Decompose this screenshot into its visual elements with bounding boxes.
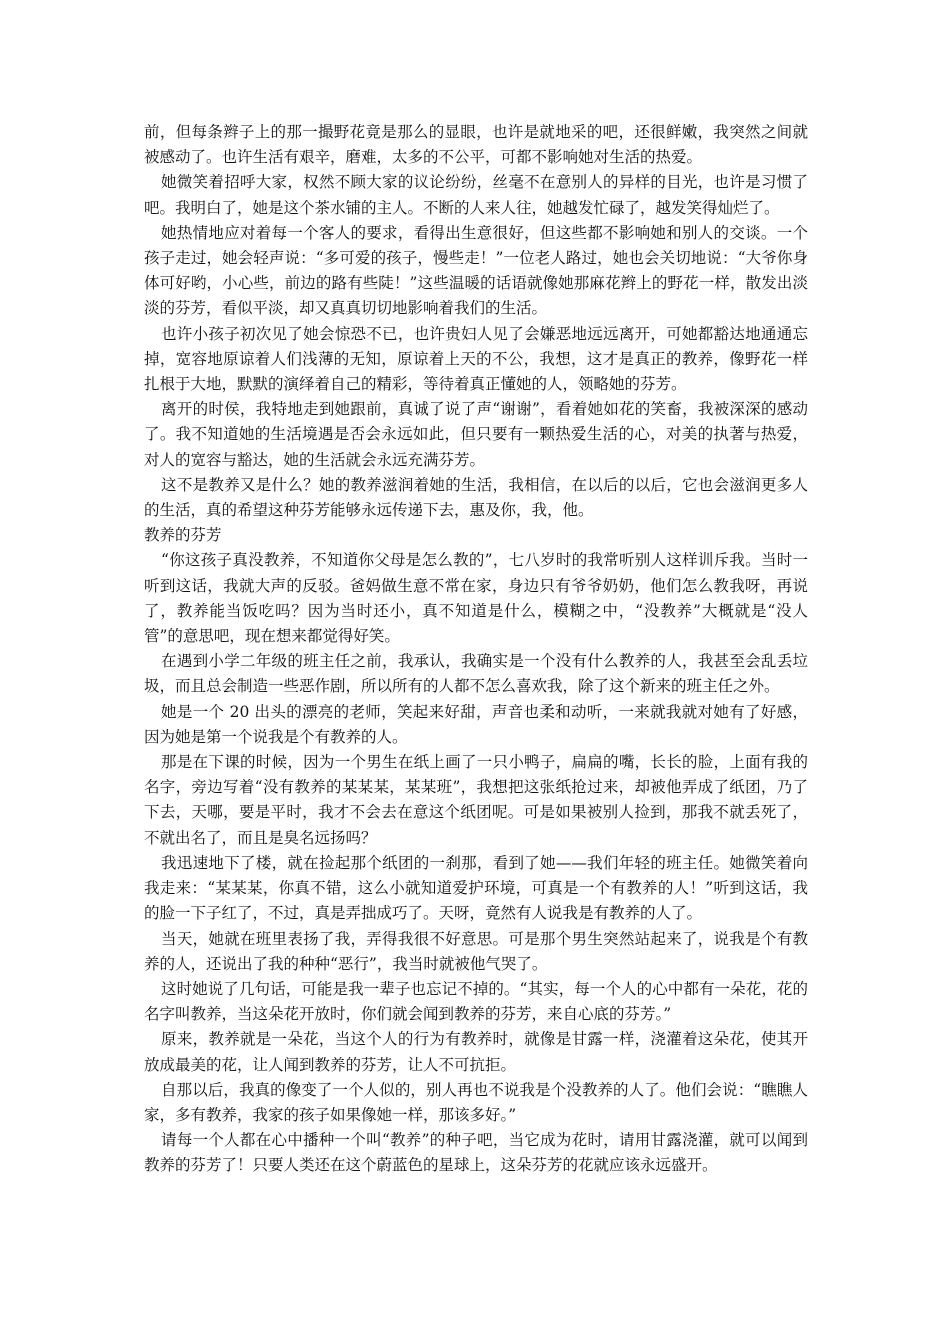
paragraph: 原来，教养就是一朵花，当这个人的行为有教养时，就像是甘露一样，浇灌着这朵花，使其开放成最美的花，让人闻到教养的芬芳，让人不可抗拒。 <box>144 1030 808 1074</box>
paragraph: 离开的时侯，我特地走到她跟前，真诚了说了声“谢谢”，看着她如花的笑畜，我被深深的感动了。我不知道她的生活境遇是否会永远如此，但只要有一颗热爱生活的心，对美的执著与热爱，对人的宽容与豁达，她的生活就会永远充满芬芳。 <box>144 400 808 469</box>
paragraph: “你这孩子真没教养，不知道你父母是怎么教的”，七八岁时的我常听别人这样训斥我。当时一听到这话，我就大声的反驳。爸妈做生意不常在家，身边只有爷爷奶奶，他们怎么教我呀，再说了，教养能当饭吃吗？因为当时还小，真不知道是什么，模糊之中，“没教养”大概就是“没人管”的意思吧，现在想来都觉得好笑。 <box>144 551 808 646</box>
paragraph: 前，但每条辫子上的那一撮野花竟是那么的显眼，也许是就地采的吧，还很鲜嫩，我突然之间就被感动了。也许生活有艰辛，磨难，太多的不公平，可都不影响她对生活的热爱。 <box>144 123 808 167</box>
paragraph: 当天，她就在班里表扬了我，弄得我很不好意思。可是那个男生突然站起来了，说我是个有教养的人，还说出了我的种种“恶行”，我当时就被他气哭了。 <box>144 929 808 973</box>
paragraph: 在遇到小学二年级的班主任之前，我承认，我确实是一个没有什么教养的人，我甚至会乱丢垃圾，而且总会制造一些恶作剧，所以所有的人都不怎么喜欢我，除了这个新来的班主任之外。 <box>144 652 808 696</box>
document-body <box>144 120 808 1179</box>
paragraph: 她热情地应对着每一个客人的要求，看得出生意很好，但这些都不影响她和别人的交谈。一个孩子走过，她会轻声说：“多可爱的孩子，慢些走！”一位老人路过，她也会关切地说：“大爷你身体可好哟，小心些，前边的路有些陡！”这些温暖的话语就像她那麻花辫上的野花一样，散发出淡淡的芬芳，看似平淡，却又真真切切地影响着我们的生活。 <box>144 223 808 318</box>
paragraph: 也许小孩子初次见了她会惊恐不已，也许贵妇人见了会嫌恶地远远离开，可她都豁达地通通忘掉，宽容地原谅着人们浅薄的无知，原谅着上天的不公，我想，这才是真正的教养，像野花一样扎根于大地，默默的演绎着自己的精彩，等待着真正懂她的人，领略她的芬芳。 <box>144 324 808 394</box>
article-title: 教养的芬芳 <box>144 526 222 545</box>
paragraph: 这时她说了几句话，可能是我一辈子也忘记不掉的。“其实，每一个人的心中都有一朵花，花的名字叫教养，当这朵花开放时，你们就会闻到教养的芬芳，来自心底的芬芳。” <box>144 979 808 1024</box>
paragraph: 那是在下课的时候，因为一个男生在纸上画了一只小鸭子，扁扁的嘴，长长的脸，上面有我的名字，旁边写着“没有教养的某某某，某某班”，我想把这张纸抢过来，却被他弄成了纸团，乃了下去，天哪，要是平时，我才不会去在意这个纸团呢。可是如果被别人捡到，那我不就丢死了，不就出名了，而且是臭名远扬吗？ <box>144 753 808 847</box>
paragraph: 我迅速地下了楼，就在捡起那个纸团的一刹那，看到了她——我们年轻的班主任。她微笑着向我走来：“某某某，你真不错，这么小就知道爱护环境，可真是一个有教养的人！”听到这话，我的脸一下子红了，不过，真是弄拙成巧了。天呀，竟然有人说我是有教养的人了。 <box>144 853 808 923</box>
paragraph: 她是一个 20 出头的漂亮的老师，笑起来好甜，声音也柔和动听，一来就我就对她有了好感，因为她是第一个说我是个有教养的人。 <box>144 702 808 746</box>
paragraph: 自那以后，我真的像变了一个人似的，别人再也不说我是个没教养的人了。他们会说：“瞧瞧人家，多有教养，我家的孩子如果像她一样，那该多好。” <box>144 1080 808 1124</box>
paragraph: 请每一个人都在心中播种一个叫“教养”的种子吧，当它成为花时，请用甘露浇灌，就可以闻到教养的芬芳了！只要人类还在这个蔚蓝色的星球上，这朵芬芳的花就应该永远盛开。 <box>144 1131 808 1175</box>
paragraph: 她微笑着招呼大家，权然不顾大家的议论纷纷，丝毫不在意别人的异样的目光，也许是习惯了吧。我明白了，她是这个茶水铺的主人。不断的人来人往，她越发忙碌了，越发笑得灿烂了。 <box>144 173 808 217</box>
paragraph: 这不是教养又是什么？她的教养滋润着她的生活，我相信，在以后的以后，它也会滋润更多人的生活，真的希望这种芬芳能够永远传递下去，惠及你，我，他。 <box>144 475 808 520</box>
